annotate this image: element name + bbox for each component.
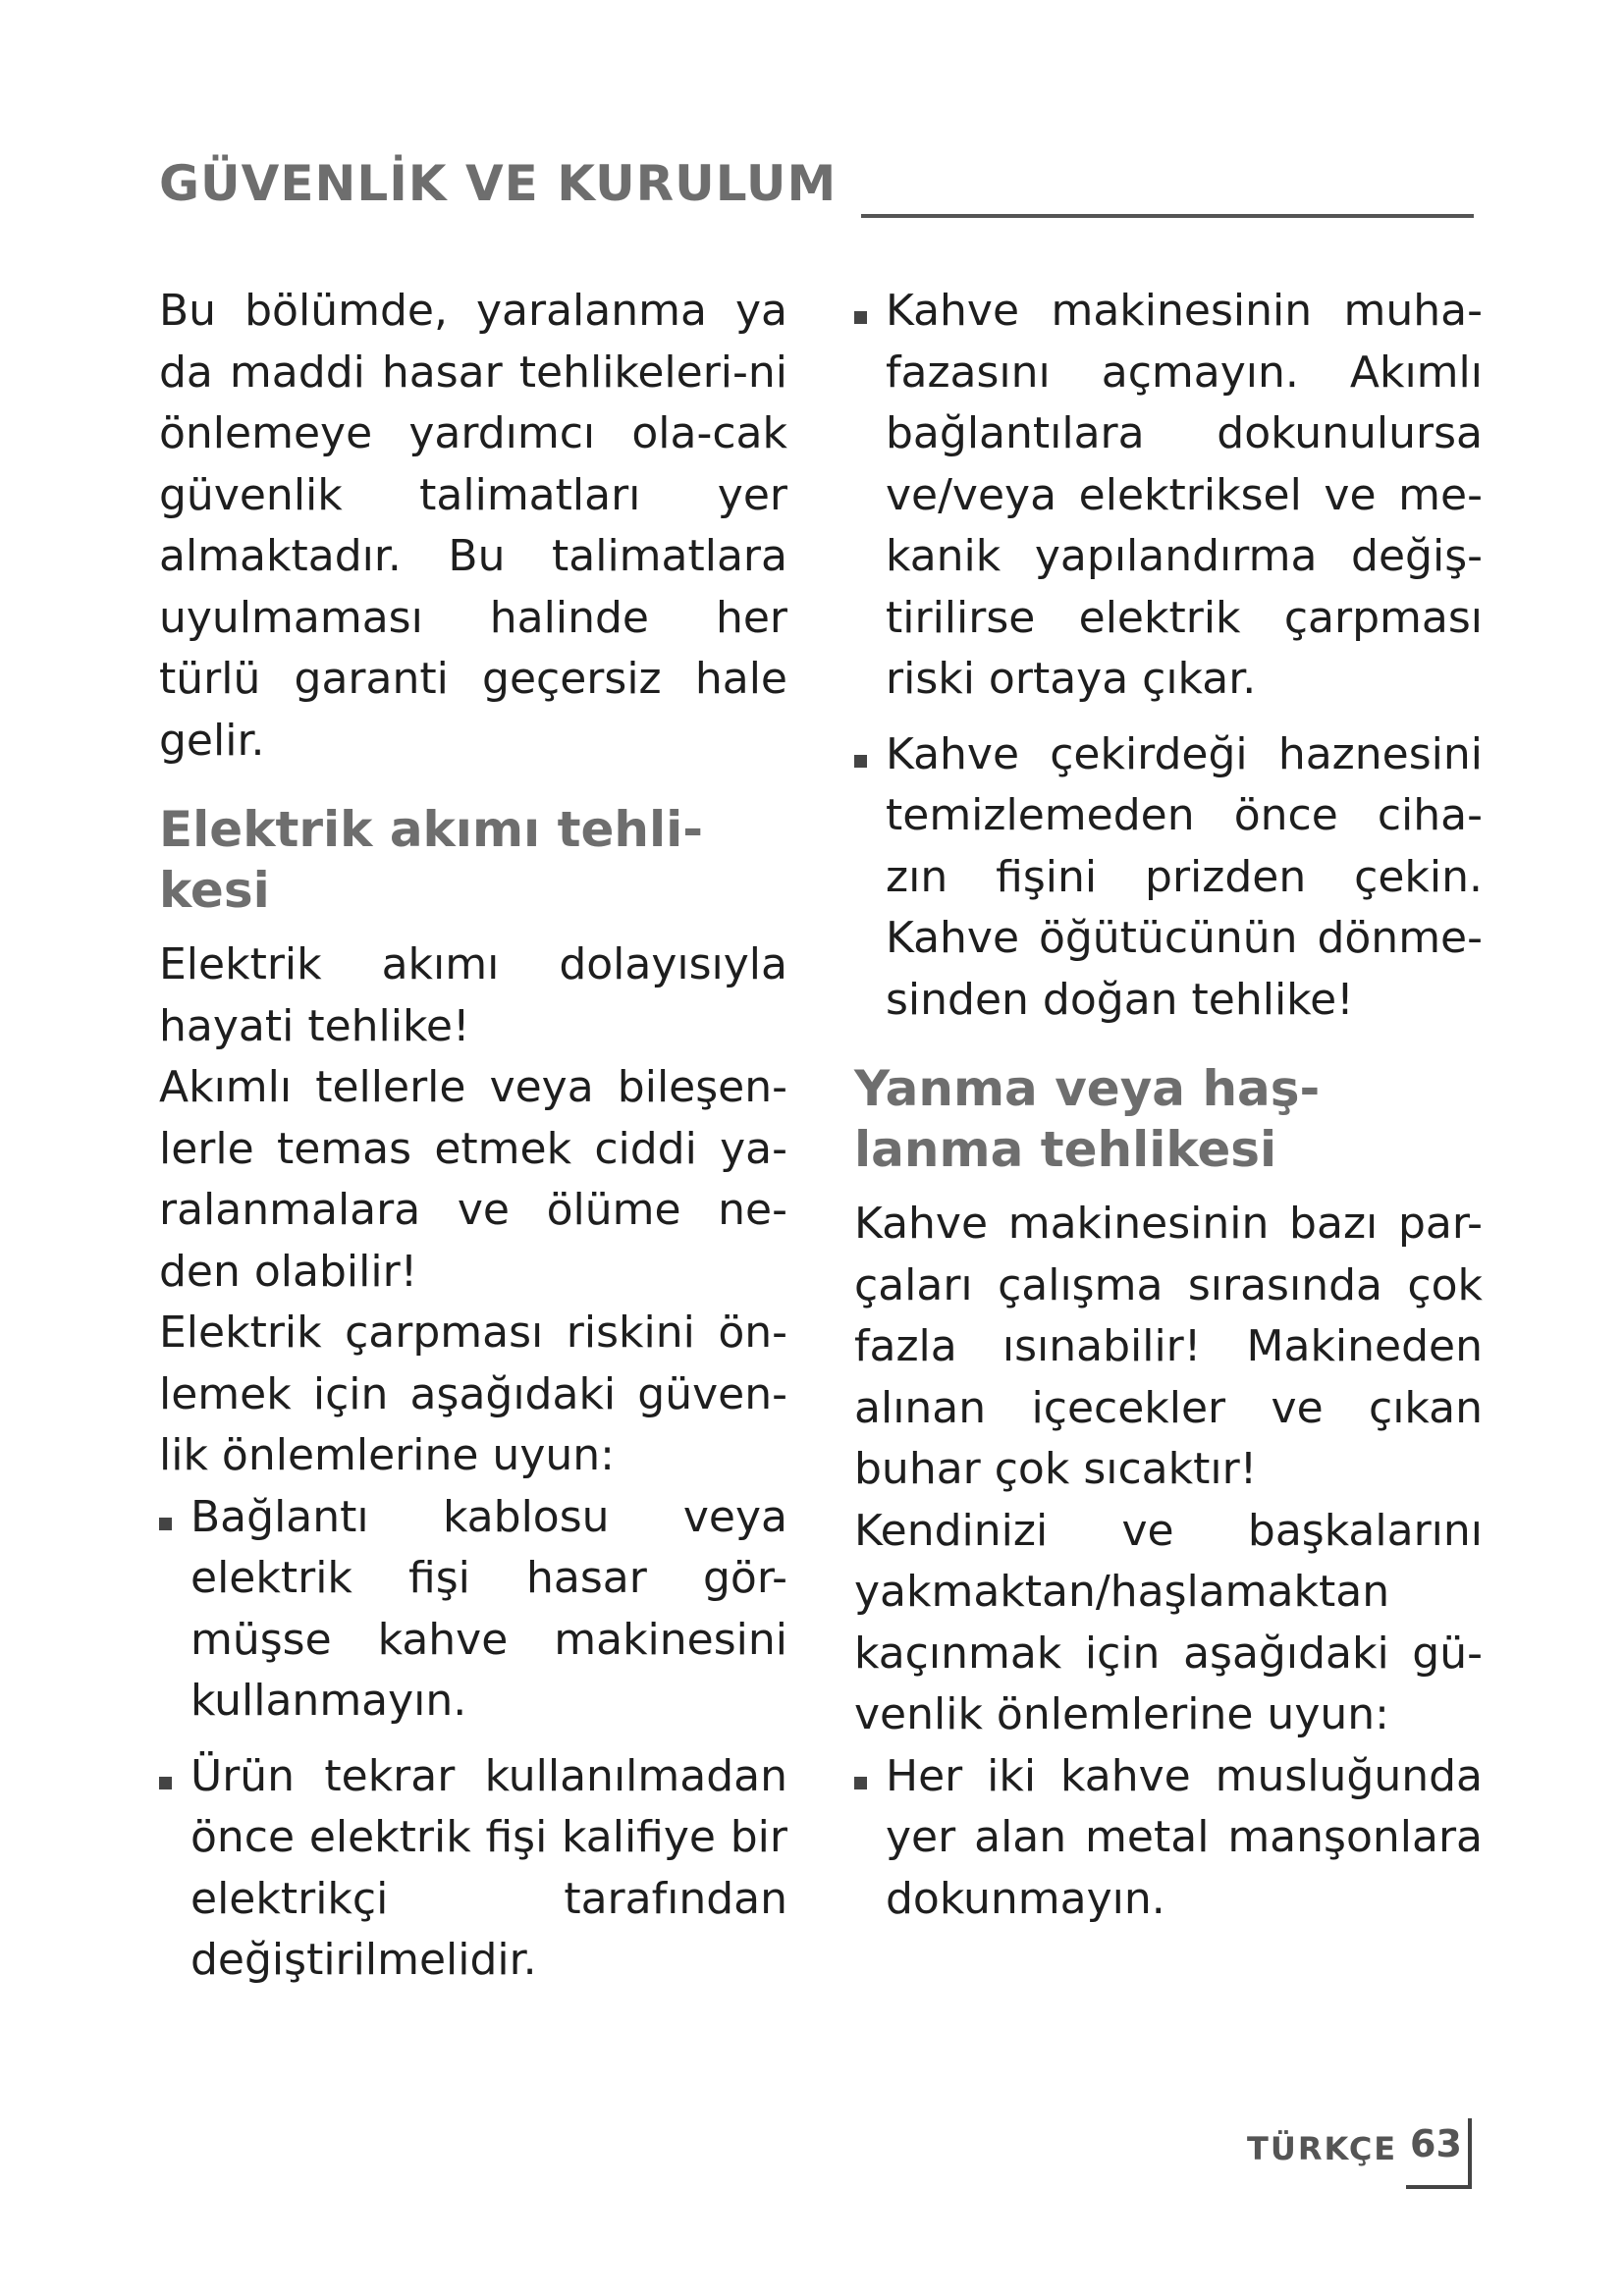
- burn-heading: Yanma veya haş-lanma tehlikesi: [854, 1060, 1321, 1178]
- list-item-text: Her iki kahve musluğunda yer alan metal manşonlara dokunmayın.: [886, 1750, 1483, 1924]
- electric-paragraph-3: Elektrik çarpması riskini ön-lemek için aşağıdaki güven-lik önlemlerine uyun:: [159, 1308, 787, 1480]
- left-column: [159, 281, 787, 1992]
- list-item-text: Ürün tekrar kullanılmadan önce elektrik fişi kalifiye bir elektrikçi tarafından değiştirilmelidir.: [190, 1750, 787, 1985]
- list-item: [159, 1746, 787, 1992]
- bullet-square-icon: [854, 755, 867, 768]
- page-number: 63: [1410, 2122, 1462, 2165]
- footer-vertical-rule: [1468, 2118, 1472, 2189]
- bullet-square-icon: [159, 1518, 172, 1530]
- electric-paragraph-2: Akımlı tellerle veya bileşen-lerle temas etmek ciddi ya-ralanmalara ve ölüme ne-den olabilir!: [159, 1062, 787, 1297]
- header-rule: [861, 214, 1474, 218]
- list-item: [854, 724, 1483, 1032]
- footer-language: TÜRKÇE: [1247, 2130, 1398, 2167]
- list-item: [854, 1746, 1483, 1931]
- bullet-square-icon: [854, 1777, 867, 1789]
- electric-paragraph-1: Elektrik akımı dolayısıyla hayati tehlike!: [159, 939, 787, 1051]
- intro-paragraph: Bu bölümde, yaralanma ya da maddi hasar tehlikeleri-ni önlemeye yardımcı ola-cak güvenlik talimatları yer almaktadır. Bu talimatlara uyulmaması halinde her türlü garanti geçersiz hale gelir.: [159, 286, 787, 766]
- page-title: GÜVENLİK VE KURULUM: [159, 155, 838, 212]
- bullet-square-icon: [854, 311, 867, 324]
- electric-heading: Elektrik akımı tehli-kesi: [159, 801, 704, 919]
- list-item: [159, 1487, 787, 1733]
- burn-paragraph-1: Kahve makinesinin bazı par-çaları çalışma sırasında çok fazla ısınabilir! Makineden alınan içecekler ve çıkan buhar çok sıcaktır!: [854, 1199, 1483, 1494]
- list-item-text: Kahve makinesinin muha-fazasını açmayın. Akımlı bağlantılara dokunulursa ve/veya elektriksel ve me-kanik yapılandırma değiş-tirilirse elektrik çarpması riski ortaya çıkar.: [886, 286, 1483, 704]
- bullet-square-icon: [159, 1777, 172, 1789]
- list-item: [854, 281, 1483, 711]
- burn-paragraph-2: Kendinizi ve başkalarını yakmaktan/haşlamaktan kaçınmak için aşağıdaki gü-venlik önlemlerine uyun:: [854, 1505, 1483, 1739]
- footer-horizontal-rule: [1406, 2185, 1472, 2189]
- list-item-text: Kahve çekirdeği haznesini temizlemeden önce ciha-zın fişini prizden çekin. Kahve öğütücünün dönme-sinden doğan tehlike!: [886, 728, 1483, 1025]
- list-item-text: Bağlantı kablosu veya elektrik fişi hasar gör-müşse kahve makinesini kullanmayın.: [190, 1491, 787, 1726]
- right-column: [854, 281, 1483, 1930]
